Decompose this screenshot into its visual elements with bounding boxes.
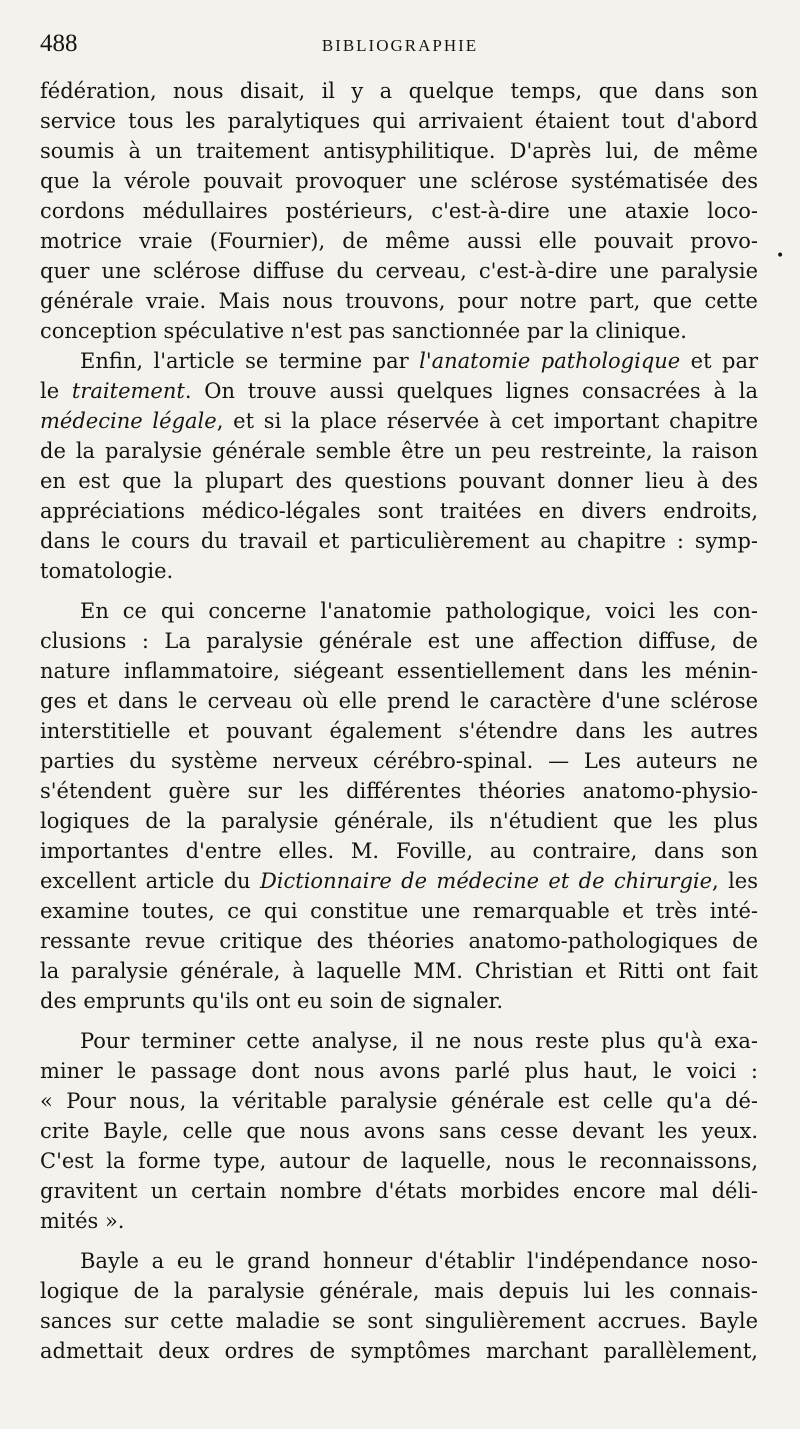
text-line: s'étendent guère sur les différentes théories anatomo-physio- [40, 779, 758, 803]
text-line: Bayle a eu le grand honneur d'établir l'indépendance noso- [80, 1249, 758, 1273]
text-line: ges et dans le cerveau où elle prend le caractère d'une sclérose [40, 689, 758, 713]
paragraph-2 [40, 346, 758, 586]
text-line: dans le cours du travail et particulièrement au chapitre : symp- [40, 529, 758, 553]
paragraph-1 [40, 76, 758, 346]
paragraph-gap [40, 1236, 758, 1246]
paragraph-5 [40, 1246, 758, 1366]
text-line: des emprunts qu'ils ont eu soin de signaler. [40, 989, 504, 1013]
italic-term: l'anatomie pathologique [419, 349, 681, 373]
text-line: admettait deux ordres de symptômes marchant parallèlement, [40, 1339, 758, 1363]
text-line: gravitent un certain nombre d'états morbides encore mal déli- [40, 1179, 758, 1203]
paragraph-gap [40, 586, 758, 596]
paragraph-3 [40, 596, 758, 1016]
margin-mark: • [776, 248, 785, 264]
text-line: Pour terminer cette analyse, il ne nous reste plus qu'à exa- [80, 1029, 758, 1053]
text-line: motrice vraie (Fournier), de même aussi elle pouvait provo- [40, 229, 758, 253]
text-line: sances sur cette maladie se sont singulièrement accrues. Bayle [40, 1309, 758, 1333]
text-line: la paralysie générale, à laquelle MM. Christian et Ritti ont fait [40, 959, 758, 983]
text-run: le [40, 379, 72, 403]
text-line: service tous les paralytiques qui arrivaient étaient tout d'abord [40, 109, 758, 133]
text-line [40, 866, 758, 896]
text-line: ressante revue critique des théories anatomo-pathologiques de [40, 929, 758, 953]
text-line: appréciations médico-légales sont traitées en divers endroits, [40, 499, 758, 523]
text-line: quer une sclérose diffuse du cerveau, c'est-à-dire une paralysie [40, 259, 758, 283]
text-line: C'est la forme type, autour de laquelle, nous le reconnaissons, [40, 1149, 758, 1173]
page-number: 488 [40, 30, 78, 57]
text-line: logique de la paralysie générale, mais depuis lui les connais- [40, 1279, 758, 1303]
text-line: de la paralysie générale semble être un peu restreinte, la raison [40, 439, 758, 463]
text-run: excellent article du [40, 869, 260, 893]
text-line: clusions : La paralysie générale est une affection diffuse, de [40, 629, 758, 653]
text-line: parties du système nerveux cérébro-spinal. — Les auteurs ne [40, 749, 758, 773]
text-line: générale vraie. Mais nous trouvons, pour notre part, que cette [40, 289, 758, 313]
text-line: tomatologie. [40, 559, 174, 583]
text-line: cordons médullaires postérieurs, c'est-à-dire une ataxie loco- [40, 199, 758, 223]
text-run: Enfin, l'article se termine par [80, 349, 420, 373]
text-line: soumis à un traitement antisyphilitique. D'après lui, de même [40, 139, 758, 163]
text-line: En ce qui concerne l'anatomie pathologique, voici les con- [80, 599, 758, 623]
text-run: , et si la place réservée à cet important chapitre [216, 409, 758, 433]
text-line: nature inflammatoire, siégeant essentiellement dans les ménin- [40, 659, 758, 683]
text-line: importantes d'entre elles. M. Foville, au contraire, dans son [40, 839, 758, 863]
text-line: interstitielle et pouvant également s'étendre dans les autres [40, 719, 758, 743]
text-line: logiques de la paralysie générale, ils n'étudient que les plus [40, 809, 758, 833]
text-run: . On trouve aussi quelques lignes consacrées à la [184, 379, 758, 403]
text-line [40, 346, 758, 376]
text-line: miner le passage dont nous avons parlé plus haut, le voici : [40, 1059, 758, 1083]
text-line: fédération, nous disait, il y a quelque temps, que dans son [40, 79, 758, 103]
text-line [40, 376, 758, 406]
text-line [40, 406, 758, 436]
paragraph-4 [40, 1026, 758, 1236]
italic-term: médecine légale [40, 409, 217, 433]
italic-term: traitement [71, 379, 185, 403]
text-line: que la vérole pouvait provoquer une sclérose systématisée des [40, 169, 758, 193]
italic-title: Dictionnaire de médecine et de chirurgie [259, 869, 713, 893]
paragraph-gap [40, 1016, 758, 1026]
text-run: , les [712, 869, 758, 893]
text-run: et par [680, 349, 758, 373]
page-header [40, 30, 760, 64]
text-line: en est que la plupart des questions pouvant donner lieu à des [40, 469, 758, 493]
text-line: mités ». [40, 1209, 125, 1233]
text-line: crite Bayle, celle que nous avons sans cesse devant les yeux. [40, 1119, 758, 1143]
running-head: BIBLIOGRAPHIE [321, 36, 479, 55]
body-text [40, 76, 758, 1366]
text-line: examine toutes, ce qui constitue une remarquable et très inté- [40, 899, 758, 923]
text-line: conception spéculative n'est pas sanctionnée par la clinique. [40, 319, 687, 343]
text-line: « Pour nous, la véritable paralysie générale est celle qu'a dé- [40, 1089, 758, 1113]
